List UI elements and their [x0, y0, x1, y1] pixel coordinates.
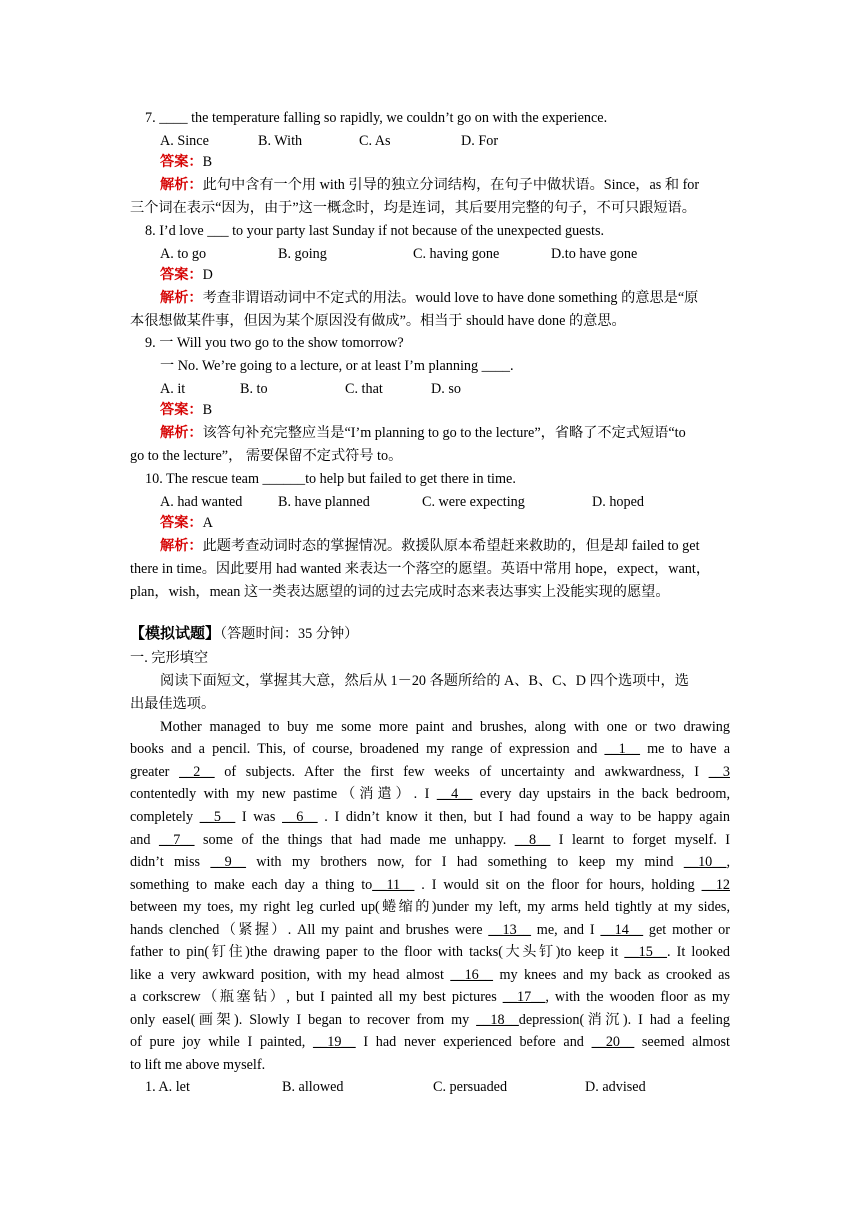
passage-line-7: [130, 852, 730, 872]
q8-analysis-line-1: [160, 288, 760, 308]
q9-option-b: B. to: [240, 381, 268, 397]
text: completely: [130, 809, 200, 825]
answer-label: 答案：: [160, 515, 203, 531]
section-header: [130, 624, 730, 644]
text: with my brothers now, for I had something to keep my mind: [245, 854, 684, 870]
instruction-line-2: 出最佳选项。: [130, 696, 216, 712]
passage-line-14: [130, 1010, 730, 1030]
q8-option-c: C. having gone: [413, 246, 500, 262]
text: get mother or: [643, 922, 730, 938]
blank-3: __3: [708, 764, 730, 780]
q7-analysis-line-1: [160, 175, 760, 195]
section-time: （答题时间：35 分钟）: [220, 626, 359, 642]
blank-6: __6__: [282, 809, 318, 825]
q10-stem: 10. The rescue team ______to help but failed to get there in time.: [145, 471, 516, 487]
text: didn’t miss: [130, 854, 211, 870]
text: contentedly with my new pastime（消遣）. I: [130, 786, 437, 802]
q10-options: [160, 492, 760, 512]
q8-option-a: A. to go: [160, 246, 207, 262]
q9-answer: [160, 400, 760, 420]
text: hands clenched（紧握）. All my paint and brushes were: [130, 922, 489, 938]
q7-option-a: A. Since: [160, 133, 209, 149]
analysis-label: 解析：: [160, 538, 203, 554]
blank-12: __12: [701, 877, 730, 893]
q1-option-c: C. persuaded: [433, 1079, 508, 1095]
text: , with the wooden floor as my: [545, 989, 731, 1005]
answer-label: 答案：: [160, 267, 203, 283]
text: . I would sit on the floor for hours, holding: [414, 877, 702, 893]
passage-line-3: [130, 762, 730, 782]
passage-line-4: [130, 784, 730, 804]
analysis-label: 解析：: [160, 177, 203, 193]
q9-analysis-line-2: go to the lecture”， 需要保留不定式符号 to。: [130, 448, 403, 464]
answer-value: A: [202, 515, 213, 531]
text: only easel(画架). Slowly I began to recover from my: [130, 1012, 477, 1028]
passage-line-16: to lift me above myself.: [130, 1057, 266, 1073]
q10-option-d: D. hoped: [592, 494, 645, 510]
q9-option-d: D. so: [431, 381, 461, 397]
passage-line-10: [130, 920, 730, 940]
analysis-text: 该答句补充完整应当是“I’m planning to go to the lecture”，省略了不定式短语“to: [202, 425, 686, 441]
q1-option-d: D. advised: [585, 1079, 646, 1095]
text: ,: [726, 854, 730, 870]
text: some of the things that had made me unhappy.: [194, 832, 515, 848]
blank-1: __1__: [604, 741, 640, 757]
blank-15: __15__: [624, 944, 667, 960]
text: like a very awkward position, with my head almost: [130, 967, 451, 983]
q8-options: [160, 244, 760, 264]
text: I learnt to forget myself. I: [550, 832, 730, 848]
q1-options: [145, 1077, 745, 1097]
q7-stem: 7. ____ the temperature falling so rapidly, we couldn’t go on with the experience.: [145, 110, 608, 126]
q10-option-a: A. had wanted: [160, 494, 243, 510]
passage-line-6: [130, 830, 730, 850]
text: books and a pencil. This, of course, broadened my range of expression and: [130, 741, 598, 757]
blank-13: __13__: [488, 922, 531, 938]
q8-answer: [160, 265, 760, 285]
analysis-text: 此题考查动词时态的掌握情况。救援队原本希望赶来救助的，但是却 failed to get: [202, 538, 700, 554]
q9-option-a: A. it: [160, 381, 186, 397]
text: me to have a: [639, 741, 731, 757]
blank-17: __17__: [502, 989, 546, 1005]
text: seemed almost: [634, 1034, 731, 1050]
blank-14: __14__: [600, 922, 644, 938]
q9-options: [160, 379, 760, 399]
q10-option-c: C. were expecting: [422, 494, 525, 510]
q10-option-b: B. have planned: [278, 494, 370, 510]
passage-line-2: [130, 739, 730, 759]
blank-9: __9__: [210, 854, 246, 870]
q10-analysis-line-1: [160, 536, 760, 556]
q7-option-d: D. For: [461, 133, 499, 149]
blank-10: __10__: [683, 854, 727, 870]
text: of pure joy while I painted,: [130, 1034, 314, 1050]
text: of subjects. After the first few weeks of uncertainty and awkwardness, I: [214, 764, 709, 780]
passage-line-5: [130, 807, 730, 827]
q7-option-b: B. With: [258, 133, 303, 149]
text: depression(消沉). I had a feeling: [518, 1012, 730, 1028]
q9-stem-line-2: 一 No. We’re going to a lecture, or at least I’m planning ____.: [160, 358, 514, 374]
passage-line-11: [130, 942, 730, 962]
passage-line-15: [130, 1032, 730, 1052]
analysis-text: 此句中含有一个用 with 引导的独立分词结构，在句子中做状语。Since，as 和 for: [202, 177, 700, 193]
passage-line-13: [130, 987, 730, 1007]
blank-19: __19__: [313, 1034, 356, 1050]
q9-stem-line-1: 9. 一 Will you two go to the show tomorrow?: [145, 335, 404, 351]
q1-option-a: 1. A. let: [145, 1079, 190, 1095]
blank-2: __2__: [179, 764, 215, 780]
answer-value: B: [202, 402, 213, 418]
text: I had never experienced before and: [355, 1034, 592, 1050]
text: every day upstairs in the back bedroom,: [472, 786, 730, 802]
text: . I didn’t know it then, but I had found a way to be happy again: [317, 809, 731, 825]
text: something to make each day a thing to: [130, 877, 373, 893]
q7-answer: [160, 152, 760, 172]
q10-answer: [160, 513, 760, 533]
q7-options: [160, 131, 760, 151]
blank-5: __5__: [199, 809, 236, 825]
text: I was: [235, 809, 283, 825]
answer-value: B: [202, 154, 213, 170]
text: and: [130, 832, 160, 848]
analysis-label: 解析：: [160, 290, 203, 306]
blank-7: __7__: [159, 832, 195, 848]
section-title: 【模拟试题】: [130, 626, 221, 642]
text: me, and I: [530, 922, 601, 938]
q10-analysis-line-2: there in time。因此要用 had wanted 来表达一个落空的愿望。英语中常用 hope，expect，want，: [130, 561, 711, 577]
blank-18: __18__: [476, 1012, 519, 1028]
analysis-label: 解析：: [160, 425, 203, 441]
text: . It looked: [666, 944, 731, 960]
passage-line-9: between my toes, my right leg curled up(蜷缩的)under my left, my arms held tightly at my sides,: [130, 899, 730, 915]
instruction-line-1: 阅读下面短文，掌握其大意，然后从 1－20 各题所给的 A、B、C、D 四个选项中，选: [160, 673, 689, 689]
passage-line-1: Mother managed to buy me some more paint and brushes, along with one or two drawing: [160, 719, 730, 735]
q8-option-d: D.to have gone: [551, 246, 638, 262]
q7-analysis-line-2: 三个词在表示“因为，由于”这一概念时，均是连词，其后要用完整的句子，不可只跟短语。: [130, 200, 696, 216]
q8-stem: 8. I’d love ___ to your party last Sunday if not because of the unexpected guests.: [145, 223, 605, 239]
blank-11: __11__: [372, 877, 415, 893]
q9-option-c: C. that: [345, 381, 383, 397]
text: father to pin(钉住)the drawing paper to the floor with tacks(大头钉)to keep it: [130, 944, 625, 960]
q8-option-b: B. going: [278, 246, 327, 262]
blank-8: __8__: [514, 832, 551, 848]
passage-line-8: [130, 875, 730, 895]
text: greater: [130, 764, 180, 780]
answer-label: 答案：: [160, 154, 203, 170]
q7-option-c: C. As: [359, 133, 391, 149]
text: a corkscrew（瓶塞钻）, but I painted all my best pictures: [130, 989, 503, 1005]
q9-analysis-line-1: [160, 423, 760, 443]
q8-analysis-line-2: 本很想做某件事，但因为某个原因没有做成”。相当于 should have done 的意思。: [130, 313, 626, 329]
q10-analysis-line-3: plan，wish，mean 这一类表达愿望的词的过去完成时态来表达事实上没能实现的愿望。: [130, 584, 670, 600]
answer-value: D: [202, 267, 213, 283]
analysis-text: 考查非谓语动词中不定式的用法。would love to have done something 的意思是“原: [202, 290, 699, 306]
blank-16: __16__: [450, 967, 493, 983]
blank-4: __4__: [436, 786, 473, 802]
part-title: 一. 完形填空: [130, 650, 209, 666]
text: my knees and my back as crooked as: [492, 967, 730, 983]
passage-line-12: [130, 965, 730, 985]
q1-option-b: B. allowed: [282, 1079, 344, 1095]
blank-20: __20__: [591, 1034, 635, 1050]
answer-label: 答案：: [160, 402, 203, 418]
